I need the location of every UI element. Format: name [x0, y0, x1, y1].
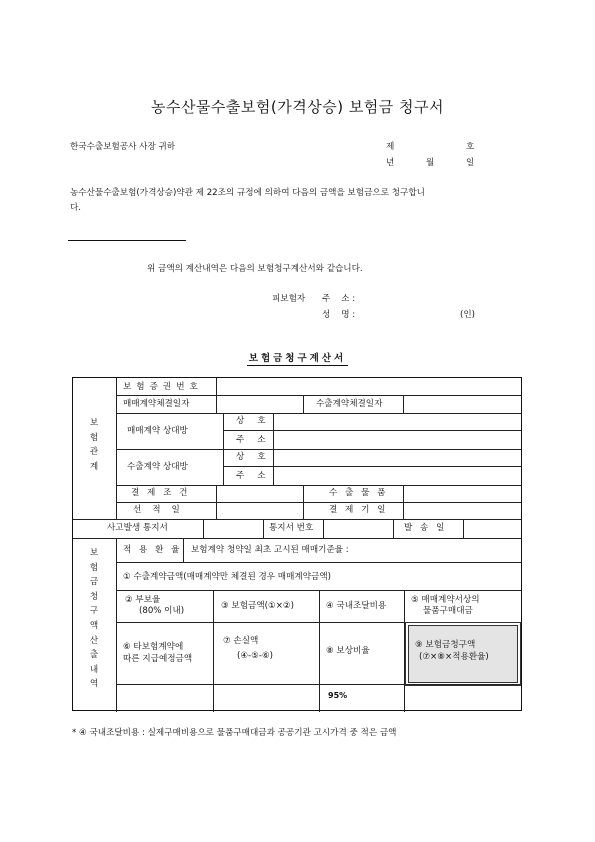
accident-notice-label: 사고발생 통지서 — [107, 523, 168, 533]
footnote: * ④ 국내조달비용 : 실제구매비용으로 물품구매대금과 공공기관 고시가격 중 적은 금액 — [72, 728, 397, 738]
insured-name-label: 성 명 : — [322, 310, 356, 320]
payment-terms-label: 결 제 조 건 — [131, 488, 190, 498]
insured-role: 피보험자 — [272, 294, 306, 304]
sales-party-label: 매매계약 상대방 — [127, 426, 188, 436]
group-label-claim-calculation: 보 험 금 청 구 액 산 출 내 역 — [89, 548, 99, 690]
date-day: 일 — [466, 158, 475, 168]
export-goods-label: 수 출 물 품 — [329, 488, 388, 498]
domestic-cost-label: ④ 국내조달비용 — [326, 601, 387, 611]
doc-number-prefix: 제 — [386, 142, 395, 152]
calculation-note: 위 금액의 계산내역은 다음의 보험청구계산서와 같습니다. — [147, 264, 363, 274]
seal-mark: (인) — [460, 310, 476, 320]
compensation-rate-value: 95% — [328, 691, 348, 700]
sales-party-company-label: 상 호 — [236, 416, 269, 426]
compensation-rate-label: ⑧ 보상비율 — [326, 646, 370, 656]
coverage-rate-limit: (80% 이내) — [139, 606, 185, 616]
claim-amount-formula: (⑦×⑧×적용환율) — [419, 652, 489, 662]
recipient: 한국수출보험공사 사장 귀하 — [70, 142, 176, 152]
document-title: 농수산물수출보험(가격상승) 보험금 청구서 — [150, 98, 445, 116]
date-year: 년 — [386, 158, 395, 168]
sales-party-address-label: 주 소 — [236, 435, 269, 445]
claim-statement-line2: 다. — [70, 203, 82, 213]
coverage-rate-label: ② 부보율 — [125, 595, 161, 605]
date-month: 월 — [426, 158, 435, 168]
claim-amount-label: ⑨ 보험금청구액 — [415, 640, 476, 650]
payment-due-label: 결 제 기 일 — [329, 505, 388, 515]
sales-contract-date-label: 매매계약체결일자 — [123, 399, 190, 409]
exchange-rate-description: 보험계약 청약일 최초 고시된 매매기준율 : — [191, 545, 349, 555]
signature-line — [68, 240, 186, 241]
insured-address-label: 주 소 : — [322, 294, 356, 304]
loss-amount-formula: (④-⑤-⑥) — [237, 651, 274, 661]
purchase-price-label: ⑤ 매매계약서상의 — [411, 595, 480, 605]
claim-calculation-table — [72, 377, 522, 711]
notice-number-label: 통지서 번호 — [269, 523, 314, 533]
export-party-address-label: 주 소 — [236, 471, 269, 481]
send-date-label: 발 송 일 — [404, 523, 447, 533]
export-contract-amount-label: ① 수출계약금액(매매계약만 체결된 경우 매매계약금액) — [123, 572, 331, 582]
loss-amount-label: ⑦ 손실액 — [223, 636, 259, 646]
other-insurance-label-2: 따른 지급예정금액 — [123, 654, 193, 664]
group-label-insurance-relation: 보 험 관 계 — [89, 418, 99, 472]
export-party-label: 수출계약 상대방 — [127, 462, 188, 472]
section-title: 보험금청구계산서 — [248, 353, 347, 364]
insured-amount-label: ③ 보험금액(①×②) — [221, 601, 294, 611]
exchange-rate-label: 적 용 환 율 — [123, 545, 182, 555]
doc-number-suffix: 호 — [466, 142, 475, 152]
claim-statement-line1: 농수산물수출보험(가격상승)약관 제 22조의 규정에 의하여 다음의 금액을 보험금으로 청구합니 — [70, 188, 425, 198]
policy-number-label: 보험증권번호 — [123, 382, 203, 392]
export-contract-date-label: 수출계약체결일자 — [316, 399, 383, 409]
export-party-company-label: 상 호 — [236, 452, 269, 462]
purchase-price-label-2: 물품구매대금 — [423, 606, 473, 616]
other-insurance-label: ⑥ 타보험계약에 — [123, 642, 184, 652]
shipment-date-label: 선 적 일 — [133, 505, 180, 515]
